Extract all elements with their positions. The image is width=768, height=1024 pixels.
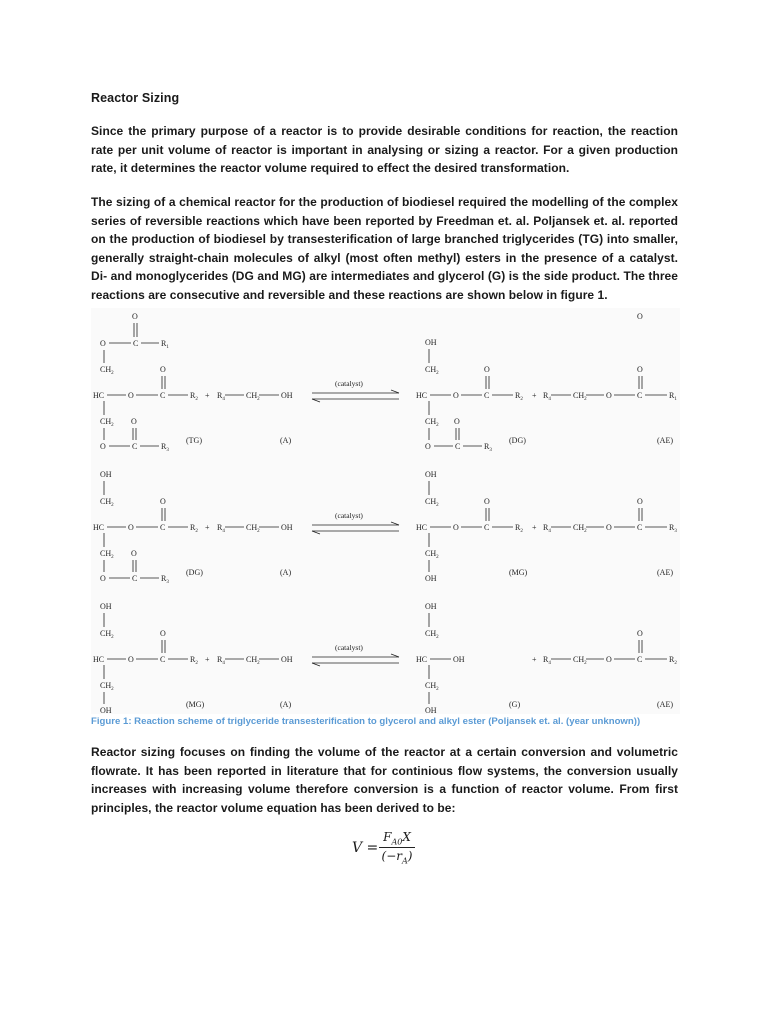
svg-text:R4: $R_4$ <box>217 655 225 666</box>
svg-text:C: C <box>160 523 166 532</box>
svg-text:OH: OH <box>100 602 112 611</box>
svg-text:O: O <box>453 523 459 532</box>
svg-text:C: C <box>133 339 139 348</box>
svg-text:O: O <box>637 629 643 638</box>
svg-text:CH2: $CH_2$ <box>573 655 587 666</box>
svg-text:C: C <box>132 574 138 583</box>
equation-denominator: $(-r_A)$ <box>381 849 413 866</box>
ester-label: (AE) <box>657 436 673 445</box>
svg-text:HC: HC <box>93 655 105 664</box>
svg-text:HC: HC <box>416 655 428 664</box>
paragraph-intro: Since the primary purpose of a reactor is to provide desirable conditions for reaction, the reaction rate per unit volume of reactor is important in analysing or sizing a reactor. For a given production rate, it determines the reactor volume required to effect the desired transformation. <box>91 124 678 175</box>
svg-text:CH2: $CH_2$ <box>100 549 114 560</box>
svg-text:C: C <box>637 391 643 400</box>
svg-text:R4: $R_4$ <box>543 391 551 402</box>
svg-text:CH2: $CH_2$ <box>246 523 260 534</box>
svg-text:OH: OH <box>281 391 293 400</box>
svg-text:O: O <box>100 339 106 348</box>
svg-text:CH2: $CH_2$ <box>100 417 114 428</box>
svg-text:C: C <box>160 391 166 400</box>
svg-text:O: O <box>606 655 612 664</box>
catalyst-label: (catalyst) <box>335 643 363 652</box>
svg-text:O: O <box>100 442 106 451</box>
svg-text:OH: OH <box>453 655 465 664</box>
svg-text:CH2: $CH_2$ <box>246 655 260 666</box>
svg-text:R3: $R_3$ <box>669 523 677 534</box>
svg-text:O: O <box>128 391 134 400</box>
equation-lhs: V = <box>352 840 379 856</box>
svg-text:+: + <box>532 655 537 664</box>
svg-text:+: + <box>532 391 537 400</box>
svg-text:OH: OH <box>425 470 437 479</box>
svg-text:+: + <box>532 523 537 532</box>
svg-text:OH: OH <box>425 574 437 583</box>
svg-text:O: O <box>637 497 643 506</box>
figure-caption: Figure 1: Reaction scheme of triglyceride transesterification to glycerol and alkyl ester (Poljansek et. al. (year unknown)) <box>91 716 641 727</box>
svg-text:CH2: $CH_2$ <box>100 365 114 376</box>
svg-text:O: O <box>160 497 166 506</box>
svg-text:R2: $R_2$ <box>190 391 198 402</box>
reaction-2 <box>93 470 677 585</box>
svg-text:CH2: $CH_2$ <box>100 629 114 640</box>
svg-text:R2: $R_2$ <box>190 523 198 534</box>
catalyst-label: (catalyst) <box>335 511 363 520</box>
svg-text:R3: $R_3$ <box>161 442 169 453</box>
svg-text:O: O <box>160 365 166 374</box>
section-heading: Reactor Sizing <box>91 91 180 105</box>
svg-text:R1: $R_1$ <box>669 391 677 402</box>
product-label: (G) <box>509 700 521 709</box>
svg-text:O: O <box>484 497 490 506</box>
svg-text:CH2: $CH_2$ <box>573 391 587 402</box>
reactant-label: (TG) <box>186 436 202 445</box>
svg-text:HC: HC <box>416 523 428 532</box>
equation-fraction <box>379 830 415 866</box>
svg-text:OH: OH <box>100 706 112 714</box>
svg-text:HC: HC <box>416 391 428 400</box>
alcohol-label: (A) <box>280 436 292 445</box>
reactant-label: (DG) <box>186 568 203 577</box>
svg-text:OH: OH <box>425 338 437 347</box>
svg-text:O: O <box>128 523 134 532</box>
svg-text:CH2: $CH_2$ <box>425 365 439 376</box>
product-label: (DG) <box>509 436 526 445</box>
svg-text:+: + <box>205 655 210 664</box>
svg-text:HC: HC <box>93 523 105 532</box>
svg-text:O: O <box>132 312 138 321</box>
svg-text:R3: $R_3$ <box>484 442 492 453</box>
svg-text:R4: $R_4$ <box>543 523 551 534</box>
svg-text:O: O <box>606 523 612 532</box>
paragraph-sizing: The sizing of a chemical reactor for the production of biodiesel required the modelling of the complex series of reversible reactions which have been reported by Freedman et. al. Poljansek et. al. reported on the production of biodiesel by transesterification of large branched triglycerides (TG) into smaller, generally straight-chain molecules of alkyl (most often methyl) esters in the presence of a catalyst. Di- and monoglycerides (DG and MG) are intermediates and glycerol (G) is the side product. The three reactions are consecutive and reversible and these reactions are shown below in figure 1. <box>91 195 678 302</box>
svg-text:O: O <box>454 417 460 426</box>
svg-text:CH2: $CH_2$ <box>100 497 114 508</box>
ester-label: (AE) <box>657 568 673 577</box>
svg-text:+: + <box>205 523 210 532</box>
catalyst-label: (catalyst) <box>335 379 363 388</box>
svg-text:O: O <box>131 417 137 426</box>
svg-text:CH2: $CH_2$ <box>425 549 439 560</box>
paragraph-reactor-volume: Reactor sizing focuses on finding the volume of the reactor at a certain conversion and volumetric flowrate. It has been reported in literature that for continious flow systems, the conversion usually increases with increasing volume therefore conversion is a function of reactor volume. From first principles, the reactor volume equation has been derived to be: <box>91 745 678 815</box>
svg-text:OH: OH <box>281 655 293 664</box>
reactant-label: (MG) <box>186 700 205 709</box>
svg-text:O: O <box>160 629 166 638</box>
alcohol-label: (A) <box>280 568 292 577</box>
svg-text:C: C <box>160 655 166 664</box>
svg-text:O: O <box>453 391 459 400</box>
reaction-3 <box>93 602 677 714</box>
svg-text:O: O <box>425 442 431 451</box>
svg-text:R1: $R_1$ <box>161 339 169 350</box>
reaction-scheme-figure <box>91 308 680 714</box>
svg-text:R2: $R_2$ <box>515 391 523 402</box>
svg-text:OH: OH <box>100 470 112 479</box>
svg-text:O: O <box>637 312 643 321</box>
svg-text:CH2: $CH_2$ <box>246 391 260 402</box>
reactor-volume-equation <box>352 830 432 870</box>
svg-text:C: C <box>455 442 461 451</box>
svg-text:C: C <box>637 523 643 532</box>
svg-text:R2: $R_2$ <box>515 523 523 534</box>
svg-text:+: + <box>205 391 210 400</box>
reaction-1 <box>93 312 677 453</box>
svg-text:OH: OH <box>425 706 437 714</box>
svg-text:R4: $R_4$ <box>217 391 225 402</box>
svg-text:R2: $R_2$ <box>669 655 677 666</box>
equation-numerator: $F_{A0}X$ <box>379 830 415 848</box>
ester-label: (AE) <box>657 700 673 709</box>
alcohol-label: (A) <box>280 700 292 709</box>
svg-text:O: O <box>128 655 134 664</box>
svg-text:OH: OH <box>281 523 293 532</box>
product-label: (MG) <box>509 568 528 577</box>
svg-text:HC: HC <box>93 391 105 400</box>
svg-text:CH2: $CH_2$ <box>425 681 439 692</box>
svg-text:C: C <box>484 523 490 532</box>
svg-text:R4: $R_4$ <box>543 655 551 666</box>
svg-text:O: O <box>606 391 612 400</box>
svg-text:R3: $R_3$ <box>161 574 169 585</box>
svg-text:O: O <box>100 574 106 583</box>
svg-text:CH2: $CH_2$ <box>573 523 587 534</box>
svg-text:O: O <box>131 549 137 558</box>
svg-text:R4: $R_4$ <box>217 523 225 534</box>
svg-text:CH2: $CH_2$ <box>425 497 439 508</box>
svg-text:C: C <box>637 655 643 664</box>
svg-text:R2: $R_2$ <box>190 655 198 666</box>
svg-text:O: O <box>484 365 490 374</box>
svg-text:C: C <box>132 442 138 451</box>
svg-text:CH2: $CH_2$ <box>100 681 114 692</box>
svg-text:CH2: $CH_2$ <box>425 629 439 640</box>
svg-text:O: O <box>637 365 643 374</box>
svg-text:C: C <box>484 391 490 400</box>
svg-text:OH: OH <box>425 602 437 611</box>
svg-text:CH2: $CH_2$ <box>425 417 439 428</box>
